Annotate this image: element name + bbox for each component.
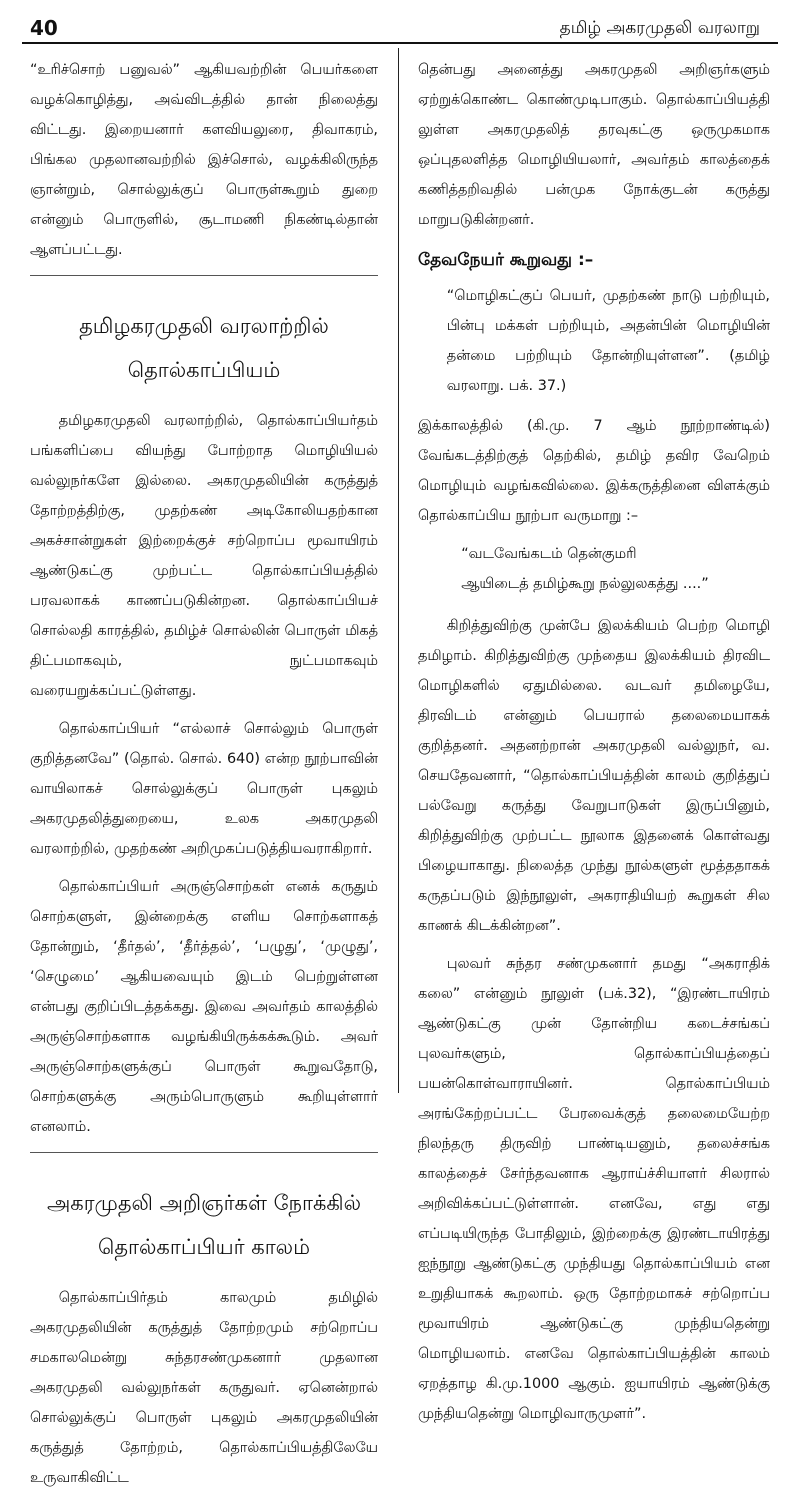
left-column	[30, 55, 378, 1486]
paragraph: தொல்காப்பியர் அருஞ்சொற்கள் எனக் கருதும் சொற்களுள், இன்றைக்கு எளிய சொற்களாகத் தோன்றும், ‘தீர்தல்’, ‘தீர்த்தல்’, ‘பழுது’, ‘முழுது’, ‘செழுமை’ ஆகியவையும் இடம் பெற்றுள்ளன என்பது குறிப்பிடத்தக்கது. இவை அவர்தம் காலத்தில் அருஞ்சொற்களாக வழங்கியிருக்கக்கூடும். அவர் அருஞ்சொற்களுக்குப் பொருள் கூறுவதோடு, சொற்களுக்கு அரும்பொருளும் கூறியுள்ளார் எனலாம்.	[30, 879, 378, 1135]
subheading: தேவநேயர் கூறுவது :–	[418, 250, 594, 270]
paragraph: கிறித்துவிற்கு முன்பே இலக்கியம் பெற்ற மொழி தமிழாம். கிறித்துவிற்கு முந்தைய இலக்கியம் திரவிட மொழிகளில் ஏதுமில்லை. வடவர் தமிழையே, திரவிடம் என்னும் பெயரால் தலைமையாகக் குறித்தனர். அதனற்றான் அகரமுதலி வல்லுநர், வ. செயதேவனார், “தொல்காப்பியத்தின் காலம் குறித்துப் பல்வேறு கருத்து வேறுபாடுகள் இருப்பினும், கிறித்துவிற்கு முற்பட்ட நூலாக இதனைக் கொள்வது பிழையாகாது. நிலைத்த முந்து நூல்களுள் மூத்ததாகக் கருதப்படும் இந்நூலுள், அகராதியியற் கூறுகள் சில காணக் கிடக்கின்றன”.	[418, 618, 770, 934]
section-heading-2-line-2: தொல்காப்பியர் காலம்	[98, 1235, 310, 1259]
column-divider	[398, 48, 399, 1093]
verse-quote	[418, 539, 770, 599]
section-separator	[30, 275, 378, 276]
section-heading-2	[30, 1181, 378, 1269]
page-number: 40	[30, 16, 58, 40]
verse-line-1: “வடவேங்கடம் தென்குமரி	[461, 546, 637, 562]
block-quote: “மொழிகட்குப் பெயர், முதற்கண் நாடு பற்றியும், பின்பு மக்கள் பற்றியும், அதன்பின் மொழியின் தன்மை பற்றியும் தோன்றியுள்ளன”. (தமிழ் வரலாறு. பக். 37.)	[446, 288, 770, 394]
paragraph: தொல்காப்பியர் “எல்லாச் சொல்லும் பொருள் குறித்தனவே” (தொல். சொல். 640) என்ற நூற்பாவின் வாயிலாகச் சொல்லுக்குப் பொருள் புகலும் அகரமுதலித்துறையை, உலக அகரமுதலி வரலாற்றில், முதற்கண் அறிமுகப்படுத்தியவராகிறார்.	[30, 721, 378, 857]
right-column	[418, 55, 770, 1422]
paragraph: இக்காலத்தில் (கி.மு. 7 ஆம் நூற்றாண்டில்) வேங்கடத்திற்குத் தெற்கில், தமிழ் தவிர வேறெம் மொழியும் வழங்கவில்லை. இக்கருத்தினை விளக்கும் தொல்காப்பிய நூற்பா வருமாறு :–	[418, 418, 770, 524]
section-heading-2-line-1: அகரமுதலி அறிஞர்கள் நோக்கில்	[46, 1191, 362, 1215]
section-heading-1	[30, 304, 378, 392]
continued-paragraph: தென்பது அனைத்து அகரமுதலி அறிஞர்களும் ஏற்றுக்கொண்ட கொண்முடிபாகும். தொல்காப்பியத்தி லுள்ள அகரமுதலித் தரவுகட்கு ஒருமுகமாக ஒப்புதலளித்த மொழியியலார், அவர்தம் காலத்தைக் கணித்தறிவதில் பன்முக நோக்குடன் கருத்து மாறுபடுகின்றனர்.	[418, 62, 770, 228]
section-heading-1-line-1: தமிழகரமுதலி வரலாற்றில்	[79, 314, 329, 338]
section-heading-1-line-2: தொல்காப்பியம்	[127, 358, 281, 382]
page-header	[22, 10, 778, 44]
verse-line-2: ஆயிடைத் தமிழ்கூறு நல்லுலகத்து ....”	[461, 576, 709, 592]
intro-paragraph: “உரிச்சொற் பனுவல்” ஆகியவற்றின் பெயர்களை வழக்கொழித்து, அவ்விடத்தில் தான் நிலைத்து விட்டது. இறையனார் களவியலுரை, திவாகரம், பிங்கல முதலானவற்றில் இச்சொல், வழக்கிலிருந்த ஞான்றும், சொல்லுக்குப் பொருள்கூறும் துறை என்னும் பொருளில், சூடாமணி நிகண்டில்தான் ஆளப்பட்டது.	[30, 62, 378, 258]
running-title: தமிழ் அகரமுதலி வரலாறு	[559, 18, 760, 38]
paragraph: தமிழகரமுதலி வரலாற்றில், தொல்காப்பியர்தம் பங்களிப்பை வியந்து போற்றாத மொழியியல் வல்லுநர்களே இல்லை. அகரமுதலியின் கருத்துத் தோற்றத்திற்கு, முதற்கண் அடிகோலியதற்கான அகச்சான்றுகள் இற்றைக்குச் சற்றொப்ப மூவாயிரம் ஆண்டுகட்கு முற்பட்ட தொல்காப்பியத்தில் பரவலாகக் காணப்படுகின்றன. தொல்காப்பியச் சொல்லதி காரத்தில், தமிழ்ச் சொல்லின் பொருள் மிகத் திட்பமாகவும், நுட்பமாகவும் வரையறுக்கப்பட்டுள்ளது.	[30, 413, 378, 699]
paragraph: புலவர் சுந்தர சண்முகனார் தமது “அகராதிக் கலை” என்னும் நூலுள் (பக்.32), “இரண்டாயிரம் ஆண்டுகட்கு முன் தோன்றிய கடைச்சங்கப் புலவர்களும், தொல்காப்பியத்தைப் பயன்கொள்வாராயினர். தொல்காப்பியம் அரங்கேற்றப்பட்ட பேரவைக்குத் தலைமையேற்ற நிலந்தரு திருவிற் பாண்டியனும், தலைச்சங்க காலத்தைச் சேர்ந்தவனாக ஆராய்ச்சியாளர் சிலரால் அறிவிக்கப்பட்டுள்ளான். எனவே, எது எது எப்படியிருந்த போதிலும், இற்றைக்கு இரண்டாயிரத்து ஐந்நூறு ஆண்டுகட்கு முந்தியது தொல்காப்பியம் என உறுதியாகக் கூறலாம். ஒரு தோற்றமாகச் சற்றொப்ப மூவாயிரம் ஆண்டுகட்கு முந்தியதென்று மொழியலாம். எனவே தொல்காப்பியத்தின் காலம் ஏறத்தாழ கி.மு.1000 ஆகும். ஐயாயிரம் ஆண்டுக்கு முந்தியதென்று மொழிவாருமுளர்”.	[418, 956, 770, 1422]
paragraph: தொல்காப்பிர்தம் காலமும் தமிழில் அகரமுதலியின் கருத்துத் தோற்றமும் சற்றொப்ப சமகாலமென்று சுந்தரசண்முகனார் முதலான அகரமுதலி வல்லுநர்கள் கருதுவர். ஏனென்றால் சொல்லுக்குப் பொருள் புகலும் அகரமுதலியின் கருத்துத் தோற்றம், தொல்காப்பியத்திலேயே உருவாகிவிட்ட	[30, 1290, 378, 1486]
section-separator	[30, 1152, 378, 1153]
